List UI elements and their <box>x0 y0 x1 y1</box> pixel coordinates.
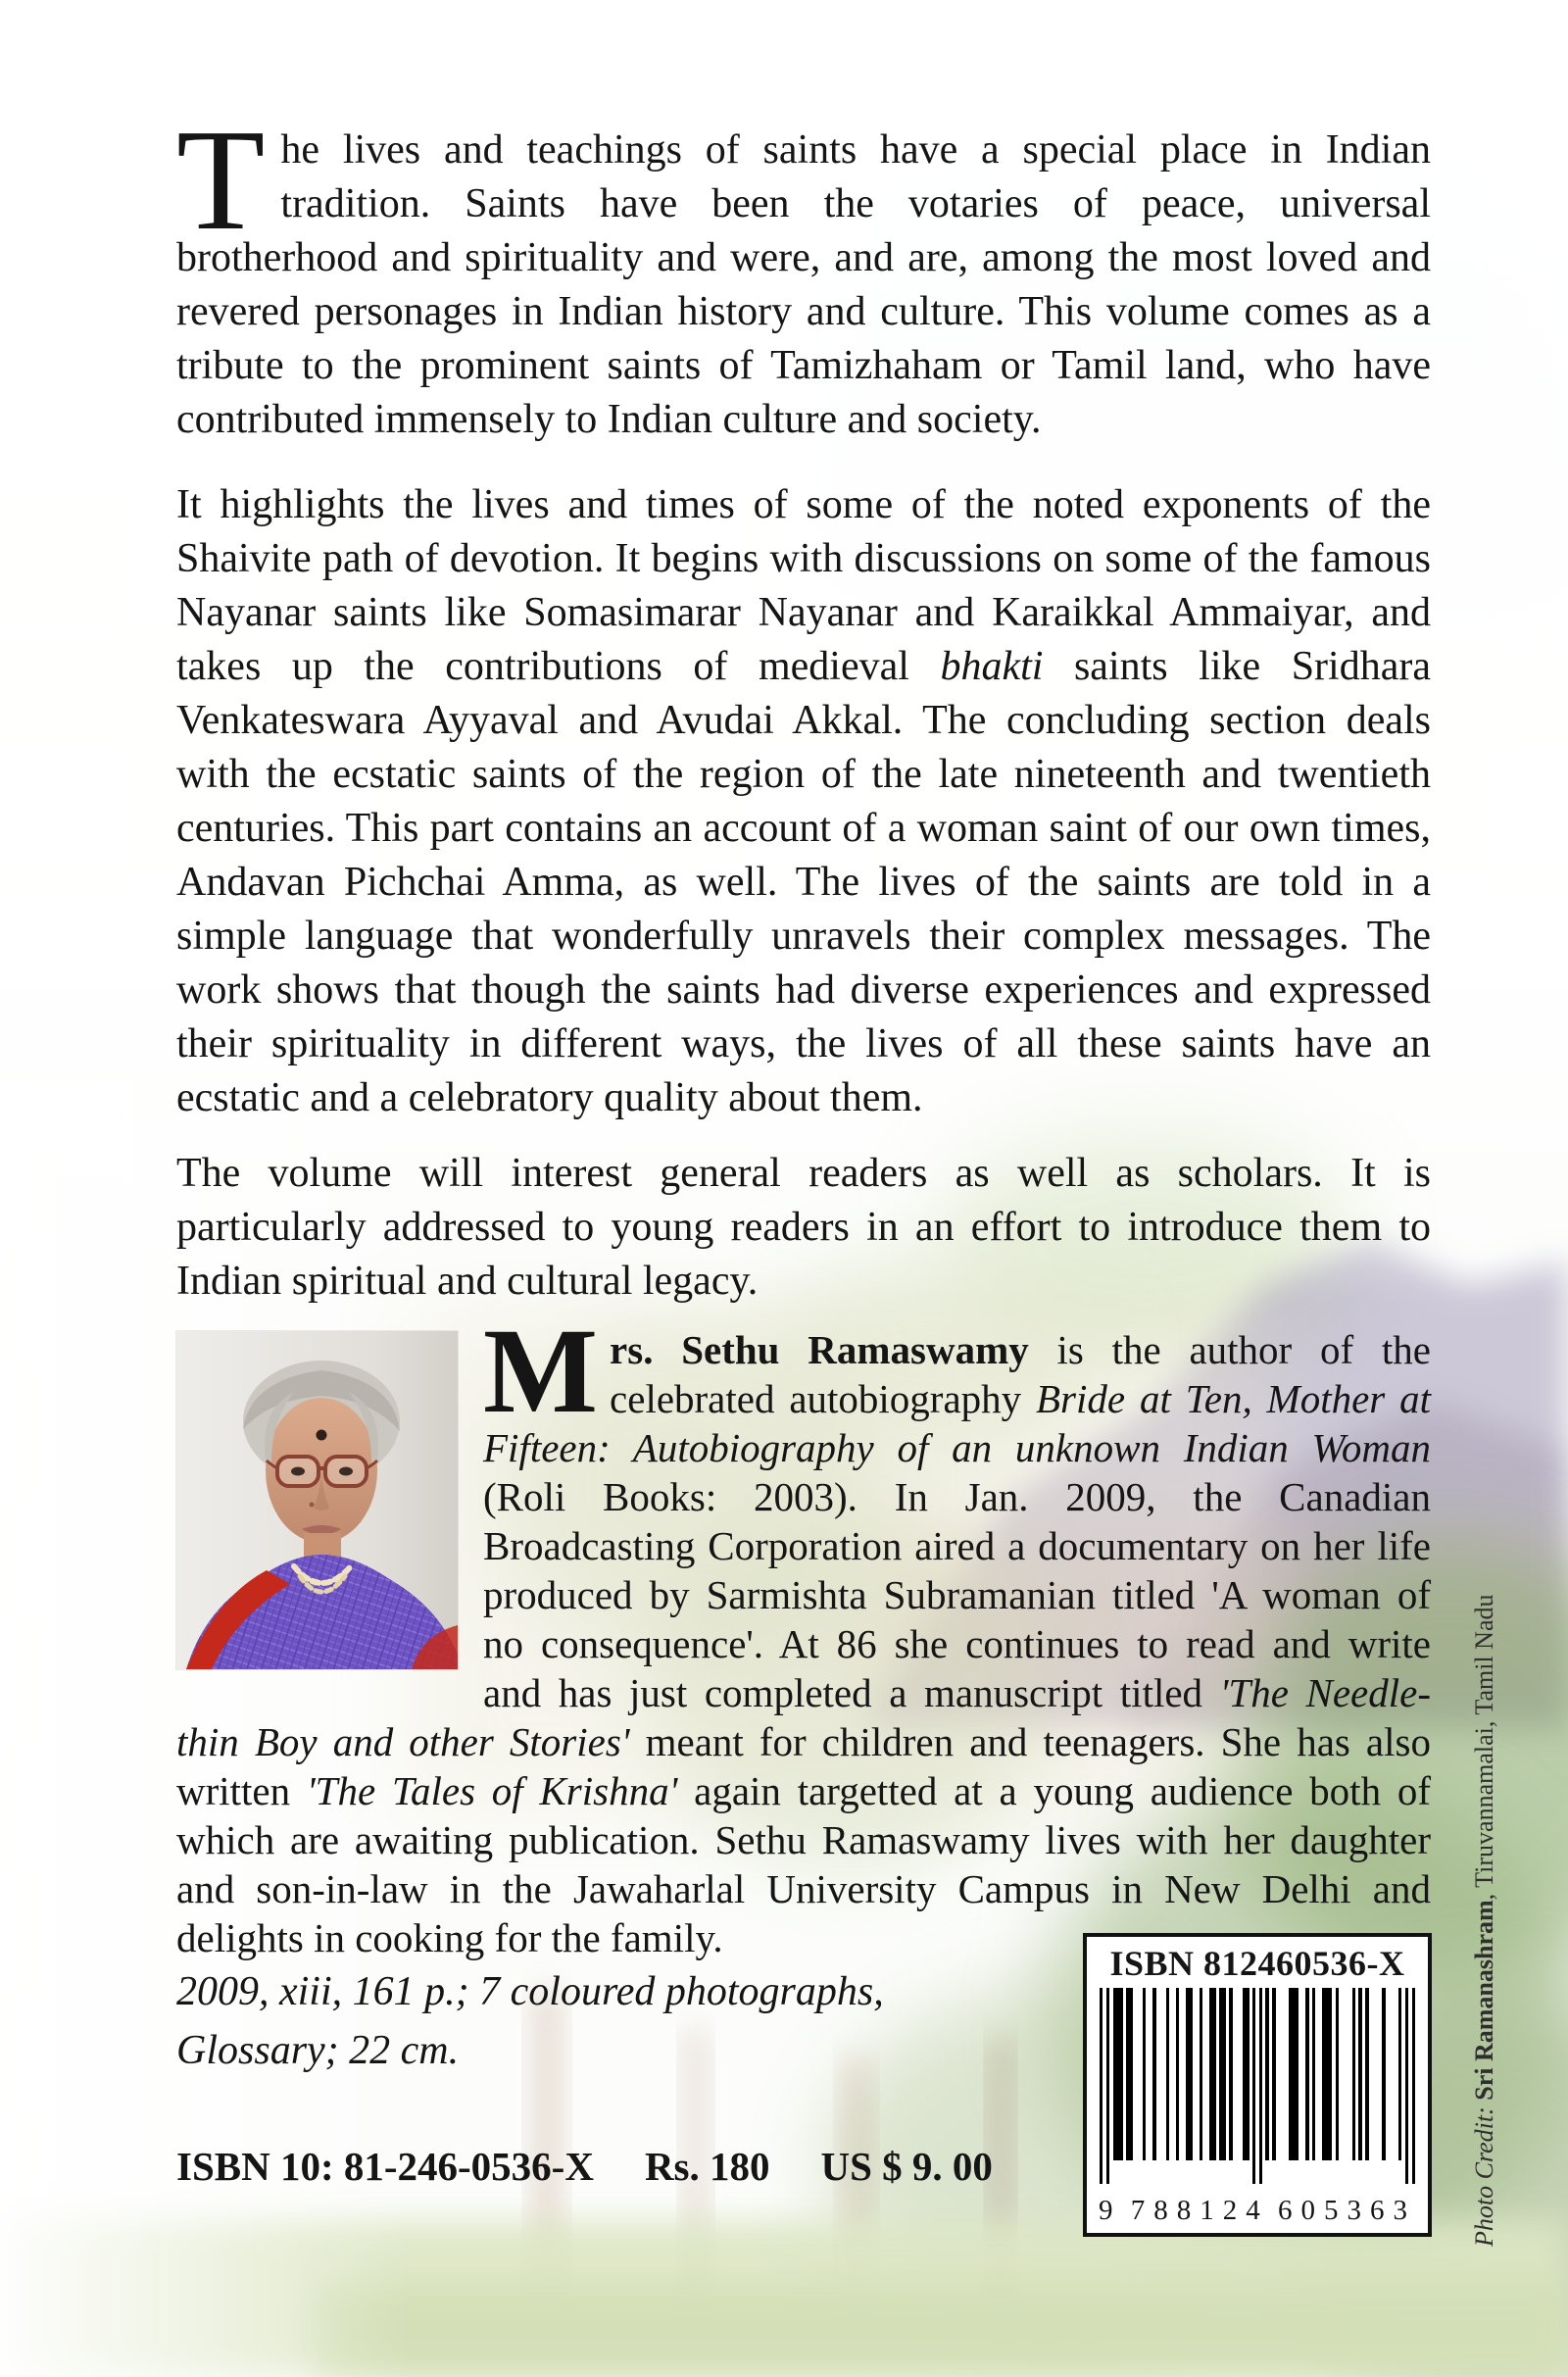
publication-info-line1: 2009, xiii, 161 p.; 7 coloured photographs, <box>176 1969 884 2014</box>
isbn-barcode-box <box>1083 1933 1432 2237</box>
barcode-digits <box>1097 2197 1418 2225</box>
dropcap-M: M <box>483 1304 599 1438</box>
bio-text-3: meant for children and teenagers. She has also written <box>176 1719 1431 1813</box>
author-name-bold: rs. Sethu Ramaswamy <box>610 1327 1029 1372</box>
book-title-1: Bride at Ten, Mother at Fifteen: Autobiography of an unknown Indian Woman <box>483 1376 1431 1470</box>
photo-credit-location: , Tiruvannamalai, Tamil Nadu <box>1470 1594 1498 1901</box>
contents-paragraph-text <box>176 478 1431 1125</box>
dropcap-T: T <box>176 100 266 261</box>
isbn-barcode-title: ISBN 812460536-X <box>1109 1944 1405 1983</box>
contents-text-1: It highlights the lives and times of some of the noted exponents of the Shaivite path of devotion. It begins with discussions on some of the famous Nayanar saints like Somasimarar Nayanar and Karaikkal Ammaiyar, and takes up the contributions of medieval <box>176 482 1431 689</box>
barcode-digit-lead: 9 <box>1099 2195 1122 2226</box>
barcode-bars <box>1100 1988 1415 2184</box>
book-title-2: 'The Needle-thin Boy and other Stories' <box>176 1670 1431 1764</box>
isbn-10: ISBN 10: 81-246-0536-X <box>176 2144 594 2189</box>
publication-info-line2: Glossary; 22 cm. <box>176 2028 460 2073</box>
intro-paragraph-text <box>176 100 1431 447</box>
audience-paragraph-text: The volume will interest general readers as well as scholars. It is particularly addressed to young readers in an effort to introduce them to Indian spiritual and cultural legacy. <box>176 1151 1431 1304</box>
barcode-digit-group2: 605363 <box>1278 2195 1416 2226</box>
price-rupees: Rs. 180 <box>644 2144 770 2189</box>
author-photo <box>176 1331 458 1669</box>
book-title-3: 'The Tales of Krishna' <box>306 1768 678 1813</box>
photo-credit-name: Sri Ramanashram <box>1470 1900 1498 2101</box>
contents-text-2: saints like Sridhara Venkateswara Ayyaval and Avudai Akkal. The concluding section deals with the ecstatic saints of the region of the late nineteenth and twentieth centuries. This part contains an account of a woman saint of our own times, Andavan Pichchai Amma, as well. The lives of the saints are told in a simple language that wonderfully unravels their complex messages. The work shows that though the saints had diverse experiences and expressed their spirituality in different ways, the lives of all these saints have an ecstatic and a celebratory quality about them. <box>176 644 1431 1120</box>
price-usd: US $ 9. 00 <box>820 2144 993 2189</box>
barcode-digit-group1: 788124 <box>1130 2195 1269 2226</box>
barcode-module <box>1412 1988 1415 2184</box>
photo-credit-label: Photo Credit: <box>1470 2100 1498 2247</box>
bio-text-1: is the author of the celebrated autobiography <box>610 1327 1431 1421</box>
bio-text-2: (Roli Books: 2003). In Jan. 2009, the Canadian Broadcasting Corporation aired a documentary on her life produced by Sarmishta Subramanian titled 'A woman of no consequence'. At 86 she continues to read and write and has just completed a manuscript titled <box>483 1474 1431 1715</box>
bio-text-4: again targetted at a young audience both of which are awaiting publication. Sethu Ramaswamy lives with her daughter and son-in-law in the Jawaharlal University Campus in New Delhi and delights in cooking for the family. <box>176 1768 1431 1960</box>
photo-credit <box>1470 1580 1513 2247</box>
audience-paragraph <box>176 1147 1431 1309</box>
intro-paragraph <box>176 100 1431 447</box>
contents-paragraph <box>176 478 1431 1125</box>
author-bio-section <box>176 1304 1431 1962</box>
intro-text: he lives and teachings of saints have a special place in Indian tradition. Saints have been the votaries of peace, universal brotherhood and spirituality and were, and are, among the most loved and revered personages in Indian history and culture. This volume comes as a tribute to the prominent saints of Tamizhaham or Tamil land, who have contributed immensely to Indian culture and society. <box>176 127 1431 442</box>
bhakti-italic: bhakti <box>940 644 1044 689</box>
author-photo-image <box>176 1331 458 1669</box>
